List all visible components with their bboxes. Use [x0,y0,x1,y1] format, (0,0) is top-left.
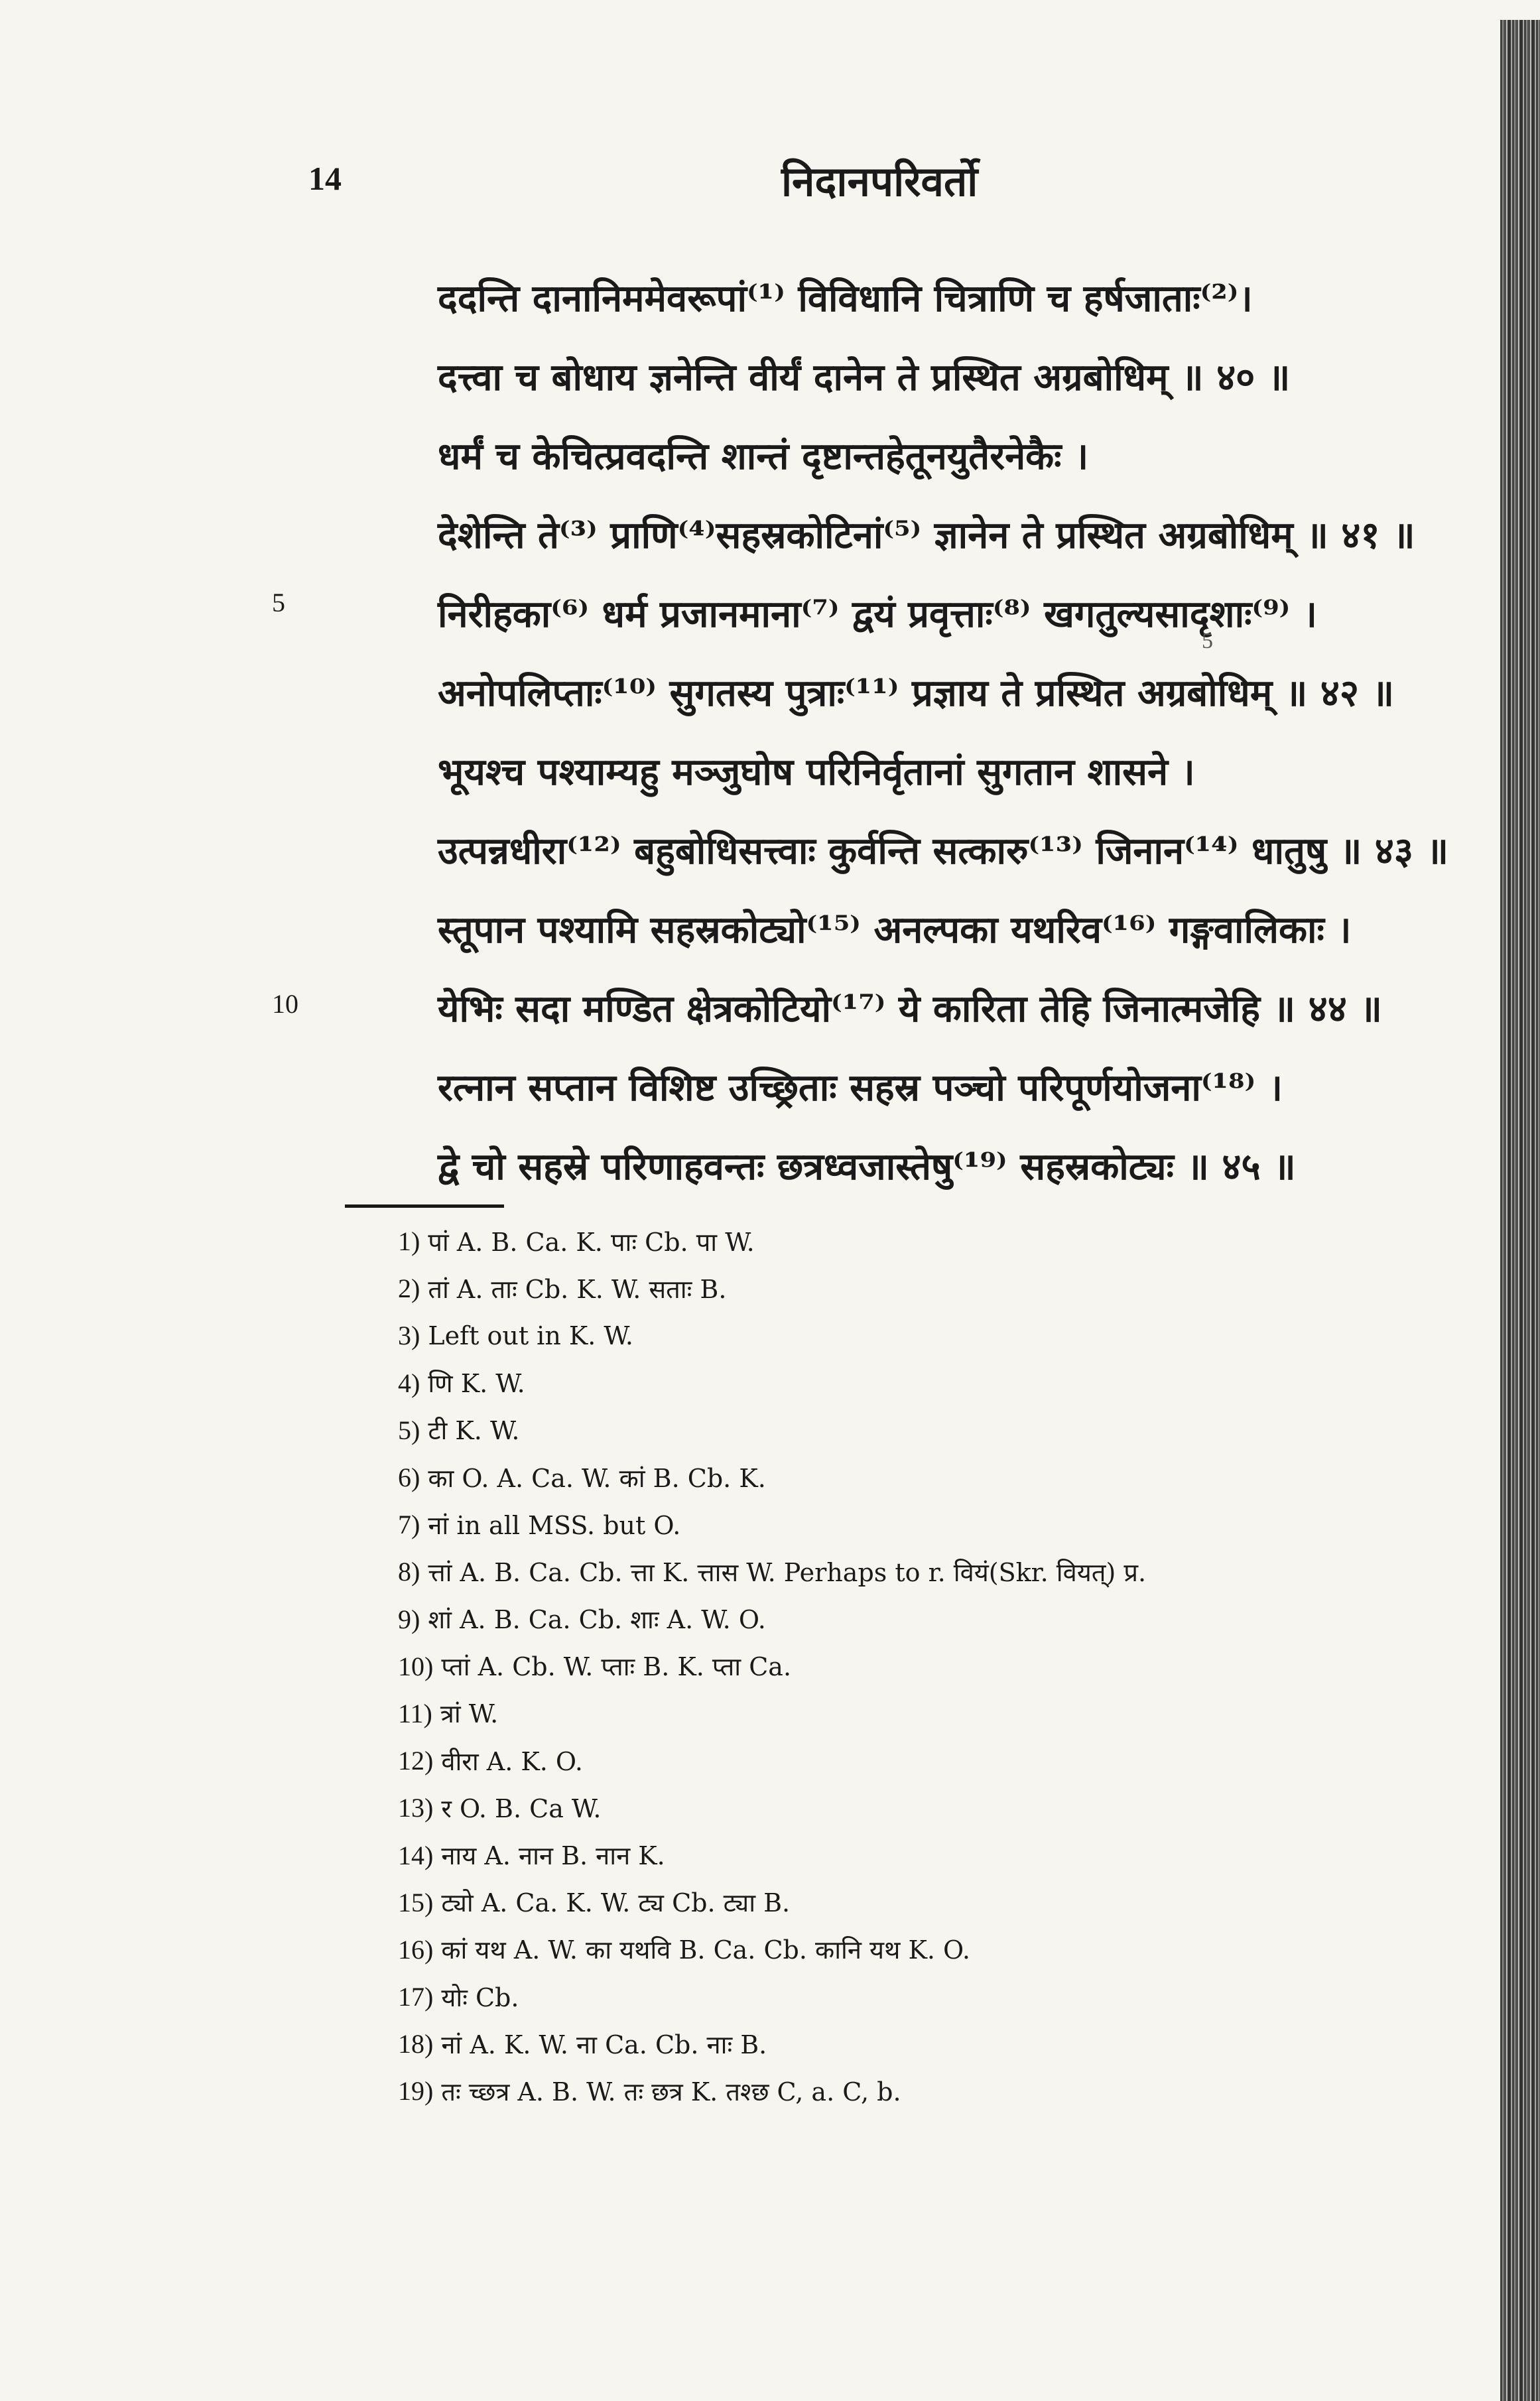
footnote-text: नां in all MSS. but O. [428,1510,681,1540]
footnote [398,1973,1459,2020]
footnote [398,1407,1459,1454]
footnote [398,2067,1459,2114]
verse-line: दत्त्वा च बोधाय ज्ञनेन्ति वीर्यं दानेन ते प्रस्थित अग्रबोधिम् ॥ ४० ॥ [438,355,1291,399]
footnote-text: टी K. W. [428,1416,520,1446]
footnote-text: त्रां W. [440,1699,499,1729]
verse-line: रत्नान सप्तान विशिष्ट उच्छ्रिताः सहस्र पञ्चो परिपूर्णयोजना⁽¹⁸⁾ । [438,1065,1283,1110]
footnote [398,1879,1459,1926]
footnote-number: 18) [398,2029,434,2059]
footnote-text: का O. A. Ca. W. कां B. Cb. K. [428,1463,766,1493]
footnote-text: णि K. W. [428,1369,525,1399]
footnote-number: 5) [398,1415,420,1445]
footnote-number: 7) [398,1510,420,1540]
footnote-text: तः च्छत्र A. B. W. तः छत्र K. तश्छ C, a. C, b. [441,2077,901,2107]
verse-line: उत्पन्नधीरा⁽¹²⁾ बहुबोधिसत्त्वाः कुर्वन्ति सत्कारु⁽¹³⁾ जिनान⁽¹⁴⁾ धातुषु ॥ ४३ ॥ [438,828,1449,873]
footnote-text: त्तां A. B. Ca. Cb. त्ता K. त्तास W. Perhaps to r. वियं(Skr. वियत्) प्र. [428,1557,1147,1587]
footnote-text: Left out in K. W. [428,1321,633,1350]
book-binding-edge [1500,20,1540,2401]
footnote-text: तां A. ताः Cb. K. W. सताः B. [428,1274,727,1304]
footnote-text: योः Cb. [441,1982,519,2012]
footnote-text: वीरा A. K. O. [441,1746,583,1776]
verse-line: निरीहका⁽⁶⁾ धर्म प्रजानमाना⁽⁷⁾ द्वयं प्रवृत्ताः⁽⁸⁾ खगतुल्यसादृशाः⁽⁹⁾ । [438,592,1318,636]
footnote [398,1737,1459,1784]
verse-line: स्तूपान पश्यामि सहस्रकोट्यो⁽¹⁵⁾ अनल्पका यथरिव⁽¹⁶⁾ गङ्गवालिकाः । [438,907,1352,952]
footnote-number: 6) [398,1462,420,1493]
footnote-text: ट्यो A. Ca. K. W. ट्य Cb. ट्या B. [441,1888,791,1918]
footnote-number: 15) [398,1887,434,1917]
verse-line: भूयश्च पश्याम्यहु मञ्जुघोष परिनिर्वृतानां सुगतान शासने । [438,749,1195,794]
verse-line: ददन्ति दानानिममेवरूपां⁽¹⁾ विविधानि चित्राणि च हर्षजाताः⁽²⁾। [438,276,1253,320]
running-head: निदानपरिवर्तो [781,157,978,206]
footnote-text: कां यथ A. W. का यथवि B. Ca. Cb. कानि यथ K. O. [441,1935,971,1965]
line-number-marker: 10 [272,989,298,1019]
footnote [398,1454,1459,1501]
footnote [398,1360,1459,1407]
margin-annotation: 5 [1202,629,1213,653]
footnote-number: 19) [398,2076,434,2107]
page-number: 14 [308,160,342,197]
footnote-number: 3) [398,1321,420,1351]
footnote [398,2020,1459,2067]
footnote-number: 14) [398,1840,434,1870]
footnote [398,1784,1459,1831]
footnote [398,1596,1459,1643]
verse-line: येभिः सदा मण्डित क्षेत्रकोटियो⁽¹⁷⁾ ये कारिता तेहि जिनात्मजेहि ॥ ४४ ॥ [438,986,1382,1031]
verse-block [438,259,1472,1206]
footnote [398,1501,1459,1548]
footnote [398,1548,1459,1595]
footnote-text: नां A. K. W. ना Ca. Cb. नाः B. [441,2030,767,2059]
footnote-text: नाय A. नान B. नान K. [441,1841,665,1871]
footnote [398,1218,1459,1265]
verse-line: धर्मं च केचित्प्रवदन्ति शान्तं दृष्टान्तहेतूनयुतैरनेकैः । [438,434,1089,478]
footnote [398,1926,1459,1973]
verse-line: अनोपलिप्ताः⁽¹⁰⁾ सुगतस्य पुत्राः⁽¹¹⁾ प्रज्ञाय ते प्रस्थित अग्रबोधिम् ॥ ४२ ॥ [438,671,1395,715]
footnote-number: 12) [398,1746,434,1776]
footnote-text: शां A. B. Ca. Cb. शाः A. W. O. [428,1605,766,1635]
verse-line: देशेन्ति ते⁽³⁾ प्राणि⁽⁴⁾सहस्रकोटिनां⁽⁵⁾ ज्ञानेन ते प्रस्थित अग्रबोधिम् ॥ ४१ ॥ [438,513,1415,557]
footnote-number: 1) [398,1226,420,1257]
footnote-number: 4) [398,1368,420,1398]
footnote [398,1831,1459,1878]
footnote [398,1643,1459,1690]
footnote [398,1312,1459,1359]
footnote-number: 13) [398,1793,434,1823]
verse-line: द्वे चो सहस्रे परिणाहवन्तः छत्रध्वजास्तेषु⁽¹⁹⁾ सहस्रकोट्यः ॥ ४५ ॥ [438,1144,1296,1189]
footnote-text: पां A. B. Ca. K. पाः Cb. पा W. [428,1227,755,1257]
footnote-text: र O. B. Ca W. [441,1793,602,1823]
footnote-number: 2) [398,1273,420,1304]
footnote-text: प्तां A. Cb. W. प्ताः B. K. प्ता Ca. [441,1652,792,1682]
footnotes-list [398,1218,1459,2115]
footnote-rule [345,1204,504,1208]
footnote-number: 16) [398,1934,434,1965]
footnote-number: 17) [398,1982,434,2012]
footnote-number: 10) [398,1651,434,1681]
footnote-number: 8) [398,1557,420,1587]
footnote [398,1690,1459,1737]
footnote [398,1265,1459,1312]
footnote-number: 11) [398,1698,432,1728]
line-number-marker: 5 [272,588,285,617]
footnote-number: 9) [398,1604,420,1634]
